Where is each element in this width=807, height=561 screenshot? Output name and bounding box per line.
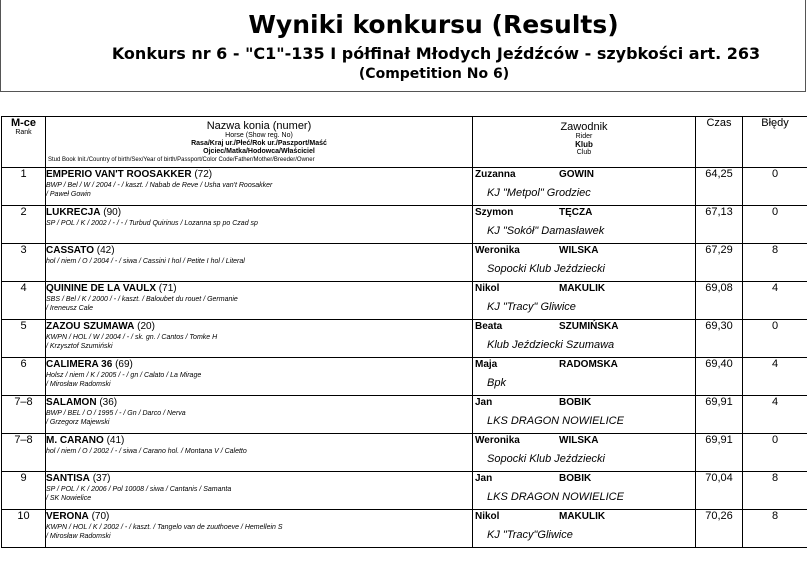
rider-club: LKS DRAGON NOWIELICE [487, 491, 624, 503]
club-header-label: Klub [575, 140, 593, 149]
horse-name: LUKRECJA [46, 207, 101, 218]
horse-name: QUININE DE LA VAULX [46, 283, 157, 294]
rank-column-header [2, 117, 46, 168]
table-row [2, 206, 807, 244]
rider-first-name: Zuzanna [475, 169, 516, 180]
horse-name-line [46, 473, 472, 485]
rank-cell: 5 [2, 320, 46, 358]
rider-club: KJ "Metpol" Grodziec [487, 187, 591, 199]
rank-cell: 10 [2, 510, 46, 548]
horse-cell [46, 472, 473, 510]
rider-first-name: Nikol [475, 283, 500, 294]
horse-name-line [46, 397, 472, 409]
rider-cell [473, 320, 696, 358]
faults-cell: 8 [743, 244, 807, 282]
rank-header-sublabel: Rank [15, 129, 32, 136]
rank-cell: 3 [2, 244, 46, 282]
faults-cell: 0 [743, 206, 807, 244]
rider-last-name: BOBIK [559, 473, 592, 484]
horse-owner: / Ireneusz Cale [46, 305, 94, 312]
table-row [2, 282, 807, 320]
time-cell: 69,30 [696, 320, 743, 358]
rider-first-name: Jan [475, 397, 493, 408]
rank-cell: 9 [2, 472, 46, 510]
horse-number: (70) [91, 511, 110, 522]
rider-header-label: Zawodnik [560, 121, 608, 133]
rider-club: KJ "Tracy"Gliwice [487, 529, 573, 541]
horse-number: (69) [115, 359, 133, 370]
horse-owner: / Mirosław Radomski [46, 381, 111, 388]
horse-owner: / SK Nowielice [46, 495, 92, 502]
horse-name-line [46, 245, 472, 257]
results-header [0, 0, 806, 92]
horse-name: CALIMERA 36 [46, 359, 113, 370]
rider-club: LKS DRAGON NOWIELICE [487, 415, 624, 427]
horse-owner: / Paweł Gowin [46, 191, 91, 198]
table-row [2, 244, 807, 282]
horse-details: BWP / BEL / O / 1995 / - / Gn / Darco / Nerva [46, 410, 186, 417]
table-header-row [2, 117, 807, 168]
rider-club: Sopocki Klub Jeździecki [487, 263, 606, 275]
rider-last-name: RADOMSKA [559, 359, 618, 370]
horse-details: KWPN / HOL / W / 2004 / - / sk. gn. / Cantos / Tomke H [46, 334, 218, 341]
rider-header-sublabel: Rider [575, 133, 593, 140]
faults-cell: 4 [743, 282, 807, 320]
rider-last-name: WILSKA [559, 245, 599, 256]
horse-name-line [46, 435, 472, 447]
time-cell: 69,91 [696, 434, 743, 472]
rider-first-name: Nikol [475, 511, 500, 522]
rider-cell [473, 396, 696, 434]
rider-club: KJ "Sokół" Damasławek [487, 225, 605, 237]
rider-first-name: Weronika [475, 245, 520, 256]
horse-number: (71) [158, 283, 177, 294]
faults-cell: 0 [743, 320, 807, 358]
horse-number: (37) [92, 473, 111, 484]
horse-details: Holsz / niem / K / 2005 / - / gn / Calato / La Mirage [46, 372, 202, 379]
horse-header-label: Nazwa konia (numer) [206, 120, 312, 132]
rider-cell [473, 434, 696, 472]
rider-club: Sopocki Klub Jeździecki [487, 453, 606, 465]
horse-cell [46, 168, 473, 206]
horse-cell [46, 206, 473, 244]
club-header-sublabel: Club [576, 149, 592, 156]
rider-club: KJ "Tracy" Gliwice [487, 301, 576, 313]
time-cell: 70,26 [696, 510, 743, 548]
time-cell: 64,25 [696, 168, 743, 206]
horse-name: SALAMON [46, 397, 97, 408]
time-cell: 69,40 [696, 358, 743, 396]
table-row [2, 472, 807, 510]
horse-details: hol / niem / O / 2002 / - / siwa / Carano hol. / Montana V / Caletto [46, 448, 247, 455]
horse-name-line [46, 511, 472, 523]
horse-name: CASSATO [46, 245, 94, 256]
horse-number: (41) [106, 435, 125, 446]
rank-cell: 7–8 [2, 396, 46, 434]
time-cell: 70,04 [696, 472, 743, 510]
time-cell: 67,13 [696, 206, 743, 244]
horse-header-sublabel: Horse (Show reg. No) [225, 132, 293, 139]
rider-cell [473, 168, 696, 206]
horse-details: SBS / Bel / K / 2000 / - / kaszt. / Baloubet du rouet / Germanie [46, 296, 238, 303]
table-row [2, 168, 807, 206]
horse-name-line [46, 169, 472, 181]
rider-last-name: TĘCZA [559, 207, 593, 218]
horse-name-line [46, 283, 472, 295]
rider-column-header [473, 117, 696, 168]
table-row [2, 434, 807, 472]
faults-cell: 8 [743, 472, 807, 510]
horse-owner: / Mirosław Radomski [46, 533, 111, 540]
horse-details: BWP / Bel / W / 2004 / - / kaszt. / Nabab de Reve / Usha van't Roosakker [46, 182, 273, 189]
horse-details: KWPN / HOL / K / 2002 / - / kaszt. / Tangelo van de zuuthoeve / Hemellein S [46, 524, 283, 531]
horse-cell [46, 282, 473, 320]
faults-cell: 4 [743, 358, 807, 396]
horse-header-english-line: Stud Book Init./Country of birth/Sex/Year of birth/Passport/Color Code/Father/Mother/Breeder/Owner [48, 157, 315, 163]
time-cell: 69,08 [696, 282, 743, 320]
results-table [1, 116, 807, 548]
rider-last-name: WILSKA [559, 435, 599, 446]
rank-cell: 1 [2, 168, 46, 206]
horse-name: M. CARANO [46, 435, 104, 446]
rider-first-name: Maja [475, 359, 498, 370]
rider-first-name: Jan [475, 473, 493, 484]
rank-header-label: M-ce [10, 117, 37, 129]
table-row [2, 358, 807, 396]
rider-cell [473, 472, 696, 510]
horse-owner: / Grzegorz Majewski [46, 419, 110, 426]
rider-last-name: GOWIN [559, 169, 594, 180]
rider-last-name: SZUMIŃSKA [559, 321, 619, 332]
horse-name: SANTISA [46, 473, 90, 484]
horse-header-breed-line: Rasa/Kraj ur./Płeć/Rok ur./Paszport/Maść [191, 140, 327, 147]
horse-name-line [46, 207, 472, 219]
horse-number: (42) [96, 245, 115, 256]
rider-last-name: MAKULIK [559, 511, 606, 522]
horse-name-line [46, 321, 472, 333]
faults-cell: 0 [743, 168, 807, 206]
horse-header-pedigree-line: Ojciec/Matka/Hodowca/Właściciel [203, 148, 315, 155]
horse-cell [46, 396, 473, 434]
horse-name: VERONA [46, 511, 89, 522]
horse-number: (72) [194, 169, 213, 180]
competition-subtitle: Konkurs nr 6 - "C1"-135 I półfinał Młodych Jeźdźców - szybkości art. 263 [111, 44, 761, 63]
faults-column-header: Błędy [743, 117, 807, 168]
rank-cell: 4 [2, 282, 46, 320]
rider-cell [473, 282, 696, 320]
rank-cell: 6 [2, 358, 46, 396]
horse-name: ZAZOU SZUMAWA [46, 321, 135, 332]
horse-number: (36) [99, 397, 118, 408]
rider-cell [473, 244, 696, 282]
competition-number: (Competition No 6) [358, 66, 510, 82]
horse-cell [46, 358, 473, 396]
horse-name-line [46, 359, 472, 371]
horse-number: (90) [103, 207, 122, 218]
faults-cell: 4 [743, 396, 807, 434]
faults-cell: 0 [743, 434, 807, 472]
time-column-header: Czas [696, 117, 743, 168]
rider-first-name: Weronika [475, 435, 520, 446]
rider-first-name: Szymon [475, 207, 514, 218]
rank-cell: 7–8 [2, 434, 46, 472]
table-row [2, 320, 807, 358]
horse-cell [46, 320, 473, 358]
table-row [2, 510, 807, 548]
horse-cell [46, 244, 473, 282]
rider-cell [473, 510, 696, 548]
table-row [2, 396, 807, 434]
time-cell: 67,29 [696, 244, 743, 282]
time-cell: 69,91 [696, 396, 743, 434]
horse-owner: / Krzysztof Szumiński [46, 343, 113, 350]
rider-cell [473, 358, 696, 396]
rider-club: Bpk [487, 377, 506, 389]
rider-last-name: MAKULIK [559, 283, 606, 294]
rider-club: Klub Jeździecki Szumawa [487, 339, 615, 351]
results-table-body [2, 168, 807, 548]
horse-details: SP / POL / K / 2002 / - / - / Turbud Quirinus / Lozanna sp po Czad sp [46, 220, 258, 227]
horse-name: EMPERIO VAN'T ROOSAKKER [46, 169, 192, 180]
faults-cell: 8 [743, 510, 807, 548]
horse-column-header [46, 117, 473, 168]
horse-details: hol / niem / O / 2004 / - / siwa / Cassini I hol / Petite I hol / Literal [46, 258, 245, 265]
rider-last-name: BOBIK [559, 397, 592, 408]
rank-cell: 2 [2, 206, 46, 244]
horse-cell [46, 434, 473, 472]
rider-first-name: Beata [475, 321, 503, 332]
rider-cell [473, 206, 696, 244]
horse-number: (20) [137, 321, 155, 332]
page-title: Wyniki konkursu (Results) [248, 10, 619, 39]
horse-details: SP / POL / K / 2006 / Pol 10008 / siwa / Cantanis / Samanta [46, 486, 232, 493]
horse-cell [46, 510, 473, 548]
